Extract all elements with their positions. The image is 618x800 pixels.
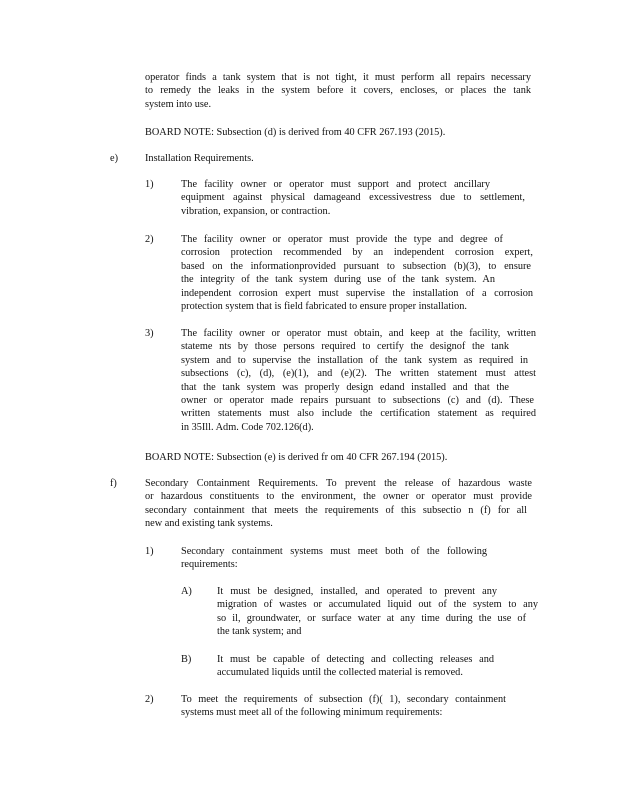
- subitem-text-f1b: [217, 653, 497, 680]
- text-line: The facility owner or operator must obtain, and keep at the facility, written: [181, 328, 536, 339]
- text-line: stateme nts by those persons required to certify the designof the tank: [181, 341, 509, 353]
- text-line: Secondary Containment Requirements. To prevent the release of hazardous waste: [145, 478, 532, 489]
- board-note-d: [145, 126, 505, 139]
- text-line: so il, groundwater, or surface water at any time during the use of: [217, 612, 526, 624]
- item-text-e3: [181, 327, 537, 434]
- text-line: the tank system; and: [217, 626, 302, 638]
- subitem-text-f1a: [217, 585, 538, 639]
- section-text-f: [145, 477, 532, 531]
- text-line: subsections (c), (d), (e)(1), and (e)(2). The written statement must attest: [181, 368, 536, 380]
- text-line: owner or operator made repairs pursuant to subsections (c) and (d). These: [181, 395, 534, 407]
- item-text-f1: [181, 545, 491, 572]
- text-line: BOARD NOTE: Subsection (d) is derived from 40 CFR 267.193 (2015).: [145, 127, 446, 138]
- text-line: Installation Requirements.: [145, 153, 254, 164]
- paragraph-continuation: [145, 71, 531, 111]
- text-line: new and existing tank systems.: [145, 518, 273, 530]
- text-line: system and to supervise the installation of the tank system as required in: [181, 354, 528, 366]
- text-line: equipment against physical damageand excessivestress due to settlement,: [181, 192, 525, 204]
- text-line: written statements must also include the certification statement as required: [181, 408, 536, 420]
- text-line: the integrity of the tank system during use of the tank system. An: [181, 274, 495, 286]
- text-line: protection system that is field fabricated to ensure proper installation.: [181, 301, 467, 313]
- text-line: in 35Ill. Adm. Code 702.126(d).: [181, 421, 314, 433]
- text-line: system into use.: [145, 98, 212, 110]
- text-line: secondary containment that meets the requirements of this subsectio n (f) for all: [145, 504, 527, 516]
- text-line: To meet the requirements of subsection (f)( 1), secondary containment: [181, 694, 506, 705]
- text-line: accumulated liquids until the collected material is removed.: [217, 667, 463, 679]
- text-line: migration of wastes or accumulated liquid out of the system to any: [217, 599, 538, 611]
- text-line: corrosion protection recommended by an independent corrosion expert,: [181, 247, 533, 259]
- text-line: Secondary containment systems must meet both of the following: [181, 546, 487, 557]
- subitem-label: B): [181, 654, 192, 665]
- item-label: 1): [145, 179, 154, 190]
- section-label-e: e): [110, 153, 118, 164]
- text-line: or hazardous constituents to the environment, the owner or operator must provide: [145, 491, 532, 503]
- text-line: requirements:: [181, 559, 238, 571]
- item-label: 2): [145, 694, 154, 705]
- text-line: systems must meet all of the following minimum requirements:: [181, 707, 443, 719]
- section-label-f: f): [110, 478, 117, 489]
- item-label: 1): [145, 546, 154, 557]
- text-line: The facility owner or operator must support and protect ancillary: [181, 179, 490, 190]
- text-line: operator finds a tank system that is not tight, it must perform all repairs necessary: [145, 72, 531, 83]
- item-text-e1: [181, 178, 525, 218]
- text-line: based on the informationprovided pursuant to subsection (b)(3), to ensure: [181, 260, 531, 272]
- text-line: It must be capable of detecting and collecting releases and: [217, 654, 494, 665]
- item-text-e2: [181, 233, 533, 313]
- text-line: that the tank system was properly design edand installed and that the: [181, 381, 509, 393]
- item-text-f2: [181, 693, 507, 720]
- section-title-e: [145, 152, 345, 165]
- subitem-label: A): [181, 586, 192, 597]
- text-line: It must be designed, installed, and operated to prevent any: [217, 586, 497, 597]
- text-line: independent corrosion expert must supervise the installation of a corrosion: [181, 287, 533, 299]
- text-line: BOARD NOTE: Subsection (e) is derived fr om 40 CFR 267.194 (2015).: [145, 452, 448, 463]
- text-line: vibration, expansion, or contraction.: [181, 205, 331, 217]
- item-label: 3): [145, 328, 154, 339]
- text-line: to remedy the leaks in the system before it covers, encloses, or places the tank: [145, 85, 531, 97]
- board-note-e: [145, 451, 505, 464]
- text-line: The facility owner or operator must provide the type and degree of: [181, 234, 503, 245]
- item-label: 2): [145, 234, 154, 245]
